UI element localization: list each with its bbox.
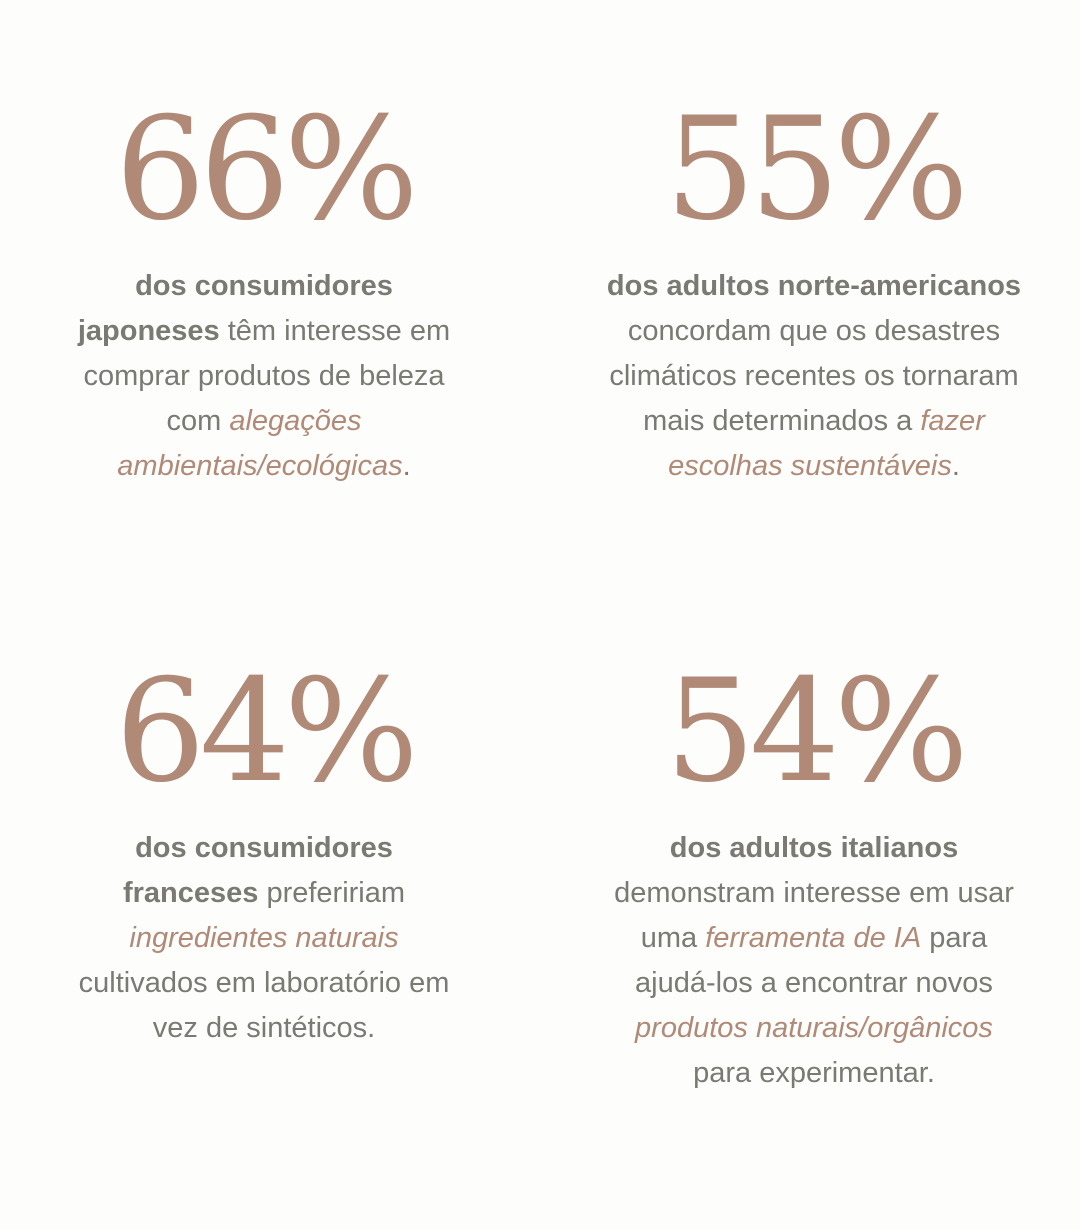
stat-description [604, 264, 1024, 489]
stat-highlight: ferramenta de IA [705, 922, 922, 954]
stat-highlight: produtos naturais/orgânicos [635, 1012, 993, 1044]
stat-france [64, 648, 464, 1051]
stat-text: têm interesse em comprar produtos de beleza com [83, 315, 451, 437]
stat-text: para experimentar. [693, 1057, 935, 1089]
stat-value: 55% [665, 87, 963, 252]
stat-description [64, 826, 464, 1051]
stat-text: concordam que os desastres climáticos recentes os tornaram mais determinados a [609, 315, 1019, 437]
stat-japan [64, 86, 464, 489]
stat-highlight: ingredientes naturais [129, 922, 399, 954]
stat-bold-text: dos consumidores japoneses [77, 270, 393, 347]
stat-usa [604, 86, 1024, 489]
stat-bold-text: dos consumidores franceses [122, 832, 393, 909]
stat-highlight: fazer escolhas sustentáveis [668, 405, 985, 482]
stat-value: 66% [115, 87, 413, 252]
stat-highlight: alegações ambientais/ecológicas [117, 405, 403, 482]
stat-text: cultivados em laboratório em vez de sintéticos. [78, 967, 450, 1044]
stat-text: para ajudá-los a encontrar novos [635, 922, 993, 999]
stat-text: . [951, 450, 960, 482]
stat-italy [604, 648, 1024, 1096]
stat-description [64, 264, 464, 489]
stat-text: demonstram interesse em usar uma [614, 877, 1014, 954]
stat-description [604, 826, 1024, 1096]
stat-text: prefeririam [258, 877, 406, 909]
stat-bold-text: dos adultos italianos [669, 832, 959, 864]
stat-text: . [402, 450, 411, 482]
stat-value: 54% [665, 649, 963, 814]
stat-bold-text: dos adultos norte-americanos [606, 270, 1022, 302]
stat-value: 64% [115, 649, 413, 814]
